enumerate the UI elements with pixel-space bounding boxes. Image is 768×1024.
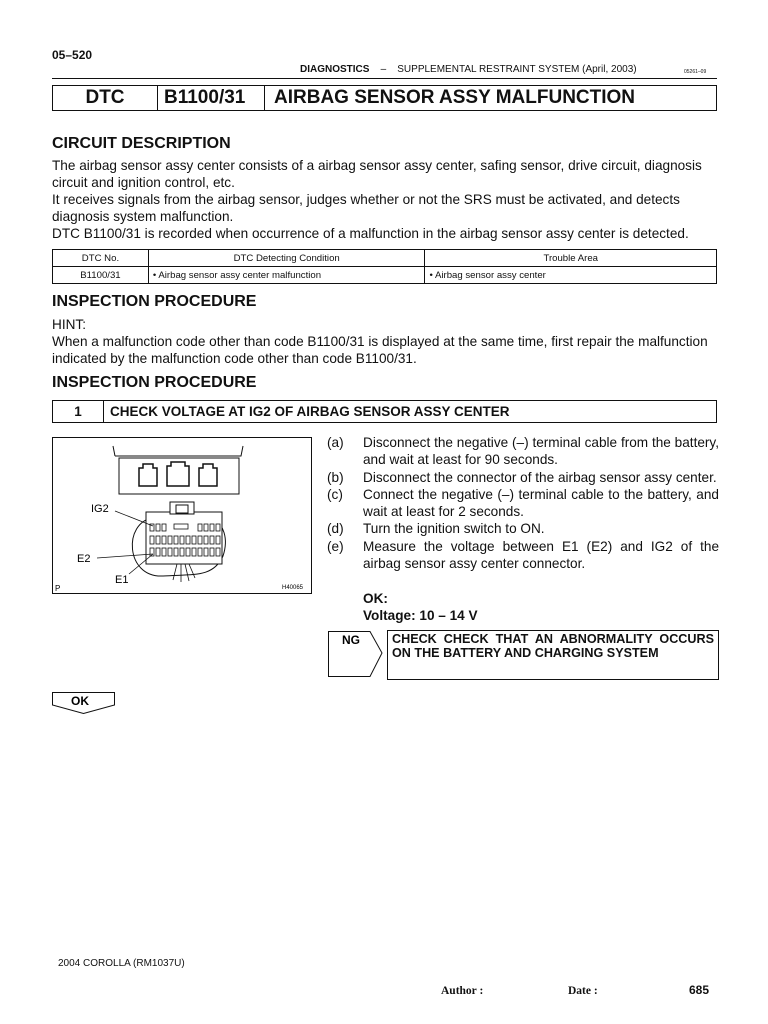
footer-page-number: 685 bbox=[689, 983, 710, 997]
dtc-table bbox=[52, 249, 717, 284]
ok-tag bbox=[52, 692, 116, 719]
table-header-row bbox=[53, 250, 717, 267]
hint-label: HINT: bbox=[52, 317, 86, 332]
table-cell: • Airbag sensor assy center malfunction bbox=[148, 267, 425, 284]
ok-criteria-label: OK: bbox=[363, 591, 388, 606]
list-item bbox=[327, 469, 719, 486]
dtc-label: DTC bbox=[53, 86, 158, 110]
step-1-header bbox=[52, 400, 717, 423]
circuit-line: DTC B1100/31 is recorded when occurrence of a malfunction in the airbag sensor assy center is detected. bbox=[52, 226, 689, 241]
connector-diagram bbox=[53, 438, 311, 593]
table-row bbox=[53, 267, 717, 284]
step-number: 1 bbox=[53, 401, 104, 422]
step-title: CHECK VOLTAGE AT IG2 OF AIRBAG SENSOR ASSY CENTER bbox=[110, 404, 510, 419]
step-instructions bbox=[327, 434, 719, 572]
circuit-line: circuit and ignition control, etc. bbox=[52, 175, 235, 190]
list-item bbox=[327, 486, 719, 521]
circuit-line: It receives signals from the airbag sensor, judges whether or not the SRS must be activated, and detects bbox=[52, 192, 680, 207]
circuit-description bbox=[52, 157, 720, 242]
circuit-line: The airbag sensor assy center consists of a airbag sensor assy center, safing sensor, drive circuit, diagnosis bbox=[52, 158, 702, 173]
step-text: Disconnect the negative (–) terminal cable from the battery, and wait at least for 90 seconds. bbox=[363, 435, 719, 468]
ng-action-box: CHECK CHECK THAT AN ABNORMALITY OCCURS ON THE BATTERY AND CHARGING SYSTEM bbox=[387, 630, 719, 680]
ok-tag-label: OK bbox=[71, 694, 89, 708]
table-cell: B1100/31 bbox=[53, 267, 149, 284]
connector-figure bbox=[52, 437, 312, 594]
hint-line: When a malfunction code other than code B1100/31 is displayed at the same time, first repair the malfunction bbox=[52, 334, 708, 349]
reference-code: 05261–09 bbox=[684, 69, 707, 75]
header-rule bbox=[52, 78, 717, 79]
dtc-title: AIRBAG SENSOR ASSY MALFUNCTION bbox=[274, 87, 636, 108]
circuit-line: diagnosis system malfunction. bbox=[52, 209, 234, 224]
ng-label: NG bbox=[342, 633, 360, 647]
inspection-heading-hint: INSPECTION PROCEDURE bbox=[52, 293, 257, 310]
label-e2: E2 bbox=[77, 553, 91, 565]
label-e1: E1 bbox=[115, 574, 129, 586]
section-header bbox=[300, 64, 637, 75]
page-code: 05–520 bbox=[52, 48, 93, 62]
step-text: Connect the negative (–) terminal cable to the battery, and wait at least for 2 seconds. bbox=[363, 486, 719, 520]
footer-date: Date : bbox=[568, 985, 598, 997]
table-cell: • Airbag sensor assy center bbox=[425, 267, 717, 284]
ng-tag bbox=[328, 631, 384, 682]
step-text: Turn the ignition switch to ON. bbox=[363, 521, 545, 537]
subsection-name: SUPPLEMENTAL RESTRAINT SYSTEM (April, 2003) bbox=[397, 64, 637, 75]
table-header-cell: Trouble Area bbox=[425, 250, 717, 267]
footer-author: Author : bbox=[441, 985, 484, 997]
section-name: DIAGNOSTICS bbox=[300, 64, 370, 75]
step-label: (d) bbox=[327, 521, 344, 537]
step-text: Disconnect the connector of the airbag sensor assy center. bbox=[363, 469, 717, 485]
list-item bbox=[327, 520, 719, 537]
table-header-cell: DTC Detecting Condition bbox=[148, 250, 425, 267]
voltage-spec: Voltage: 10 – 14 V bbox=[363, 608, 478, 623]
circuit-description-heading: CIRCUIT DESCRIPTION bbox=[52, 135, 231, 152]
figure-code: H40065 bbox=[282, 585, 304, 591]
inspection-heading: INSPECTION PROCEDURE bbox=[52, 374, 257, 391]
step-label: (c) bbox=[327, 486, 343, 502]
footer-model: 2004 COROLLA (RM1037U) bbox=[58, 958, 185, 969]
label-ig2: IG2 bbox=[91, 503, 109, 515]
dtc-title-box bbox=[52, 85, 717, 111]
step-label: (b) bbox=[327, 469, 344, 485]
hint-line: indicated by the malfunction code other than code B1100/31. bbox=[52, 351, 417, 366]
list-item bbox=[327, 434, 719, 469]
step-label: (e) bbox=[327, 538, 344, 554]
list-item bbox=[327, 538, 719, 573]
step-text: Measure the voltage between E1 (E2) and IG2 of the airbag sensor assy center connector. bbox=[363, 538, 719, 572]
label-p: P bbox=[55, 584, 61, 593]
step-label: (a) bbox=[327, 435, 344, 450]
table-header-cell: DTC No. bbox=[53, 250, 149, 267]
dtc-code: B1100/31 bbox=[158, 86, 265, 110]
header-dash: – bbox=[380, 64, 387, 75]
hint-block bbox=[52, 316, 720, 367]
